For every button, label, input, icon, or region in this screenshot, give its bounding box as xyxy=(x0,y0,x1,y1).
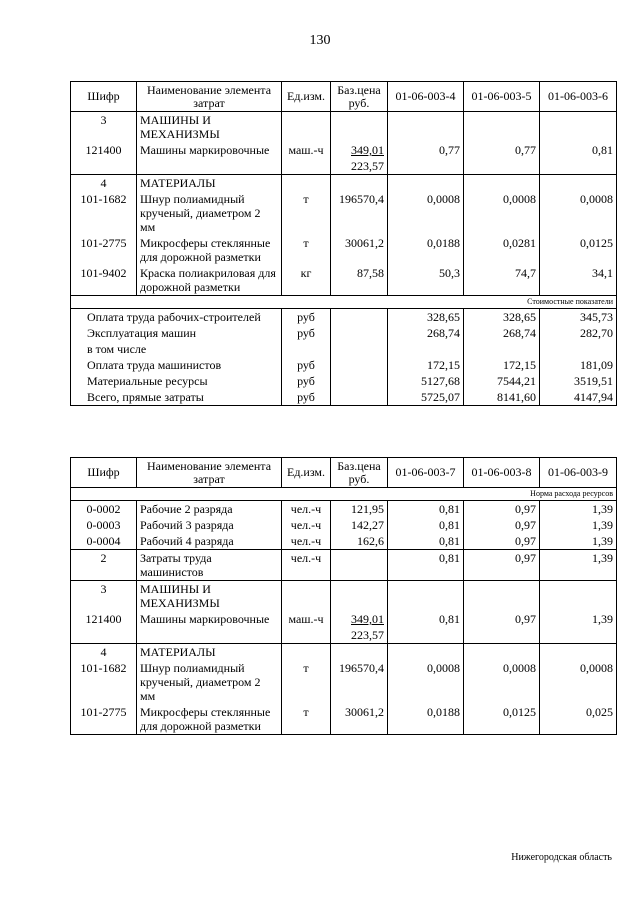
table-row xyxy=(71,191,617,235)
table-row xyxy=(71,501,617,518)
cost-name: Оплата труда рабочих-строителей xyxy=(71,309,282,326)
row-value: 0,0008 xyxy=(388,660,464,704)
cost-name: в том числе xyxy=(71,341,282,357)
row-value: 0,0008 xyxy=(388,191,464,235)
section-title: МАТЕРИАЛЫ xyxy=(137,644,282,661)
estimate-table-1 xyxy=(70,81,617,406)
row-price-secondary: 223,57 xyxy=(331,158,388,175)
row-value: 0,81 xyxy=(388,533,464,550)
table-row xyxy=(71,704,617,735)
header-col-1: 01-06-003-4 xyxy=(388,82,464,112)
footer-region: Нижегородская область xyxy=(511,852,612,863)
estimate-table-2 xyxy=(70,457,617,735)
header-code: Шифр xyxy=(71,458,137,488)
row-code: 121400 xyxy=(71,611,137,627)
row-value: 74,7 xyxy=(464,265,540,296)
header-name: Наименование элемента затрат xyxy=(137,82,282,112)
cost-row xyxy=(71,357,617,373)
row-price: 142,27 xyxy=(331,517,388,533)
row-value: 0,77 xyxy=(388,142,464,158)
row-value: 0,0125 xyxy=(540,235,617,265)
row-price: 121,95 xyxy=(331,501,388,518)
row-name: Микросферы стеклянные для дорожной разметки xyxy=(137,704,282,735)
row-name: Микросферы стеклянные для дорожной разметки xyxy=(137,235,282,265)
row-value: 0,025 xyxy=(540,704,617,735)
page-number: 130 xyxy=(309,33,331,48)
cost-value: 5725,07 xyxy=(388,389,464,406)
row-value: 0,0125 xyxy=(464,704,540,735)
cost-value: 8141,60 xyxy=(464,389,540,406)
table-row xyxy=(71,611,617,627)
section-row-materials xyxy=(71,175,617,192)
row-code: 2 xyxy=(71,550,137,581)
row-code: 101-1682 xyxy=(71,660,137,704)
row-unit: чел.-ч xyxy=(282,550,331,581)
header-col-3: 01-06-003-6 xyxy=(540,82,617,112)
row-code: 101-2775 xyxy=(71,704,137,735)
header-unit: Ед.изм. xyxy=(282,458,331,488)
header-unit: Ед.изм. xyxy=(282,82,331,112)
row-price: 87,58 xyxy=(331,265,388,296)
row-unit: маш.-ч xyxy=(282,611,331,627)
row-unit: чел.-ч xyxy=(282,501,331,518)
cost-name: Материальные ресурсы xyxy=(71,373,282,389)
cost-indicators-header: Стоимостные показатели xyxy=(71,296,617,309)
cost-name: Оплата труда машинистов xyxy=(71,357,282,373)
row-unit: т xyxy=(282,235,331,265)
cost-value: 172,15 xyxy=(464,357,540,373)
row-unit: чел.-ч xyxy=(282,533,331,550)
header-name: Наименование элемента затрат xyxy=(137,458,282,488)
table-row xyxy=(71,265,617,296)
cost-value: 345,73 xyxy=(540,309,617,326)
row-unit: т xyxy=(282,660,331,704)
row-price: 30061,2 xyxy=(331,704,388,735)
cost-unit: руб xyxy=(282,325,331,341)
row-value: 1,39 xyxy=(540,501,617,518)
section-row-materials xyxy=(71,644,617,661)
row-price: 196570,4 xyxy=(331,660,388,704)
norm-header: Норма расхода ресурсов xyxy=(71,488,617,501)
row-value: 0,0008 xyxy=(464,191,540,235)
cost-value: 328,65 xyxy=(464,309,540,326)
header-price: Баз.цена руб. xyxy=(331,82,388,112)
row-name: Рабочие 2 разряда xyxy=(137,501,282,518)
row-value: 0,81 xyxy=(388,550,464,581)
cost-row xyxy=(71,309,617,326)
row-code: 101-9402 xyxy=(71,265,137,296)
table-row xyxy=(71,235,617,265)
cost-value: 268,74 xyxy=(464,325,540,341)
row-unit: кг xyxy=(282,265,331,296)
row-code: 121400 xyxy=(71,142,137,158)
row-price: 30061,2 xyxy=(331,235,388,265)
row-value: 50,3 xyxy=(388,265,464,296)
cost-value: 7544,21 xyxy=(464,373,540,389)
row-price xyxy=(331,611,388,627)
row-value: 1,39 xyxy=(540,550,617,581)
table-row xyxy=(71,158,617,175)
row-value: 1,39 xyxy=(540,533,617,550)
row-name: Машины маркировочные xyxy=(137,142,282,158)
section-title: МАШИНЫ И МЕХАНИЗМЫ xyxy=(137,112,282,143)
section-number: 3 xyxy=(71,112,137,143)
section-number: 4 xyxy=(71,644,137,661)
header-col-2: 01-06-003-8 xyxy=(464,458,540,488)
row-value: 0,0008 xyxy=(540,660,617,704)
row-name: Рабочий 3 разряда xyxy=(137,517,282,533)
cost-name: Эксплуатация машин xyxy=(71,325,282,341)
row-value: 0,97 xyxy=(464,550,540,581)
section-title: МАТЕРИАЛЫ xyxy=(137,175,282,192)
cost-value: 282,70 xyxy=(540,325,617,341)
cost-row xyxy=(71,341,617,357)
row-unit: маш.-ч xyxy=(282,142,331,158)
row-value: 1,39 xyxy=(540,517,617,533)
row-code: 0-0003 xyxy=(71,517,137,533)
cost-value: 172,15 xyxy=(388,357,464,373)
table-row xyxy=(71,660,617,704)
row-code: 101-2775 xyxy=(71,235,137,265)
table-header-row xyxy=(71,458,617,488)
table-header-row xyxy=(71,82,617,112)
row-value: 0,81 xyxy=(388,501,464,518)
section-title: МАШИНЫ И МЕХАНИЗМЫ xyxy=(137,581,282,612)
cost-unit: руб xyxy=(282,389,331,406)
row-unit: чел.-ч xyxy=(282,517,331,533)
row-price xyxy=(331,142,388,158)
price-value: 349,01 xyxy=(351,143,384,157)
cost-value: 4147,94 xyxy=(540,389,617,406)
row-unit: т xyxy=(282,191,331,235)
row-price: 162,6 xyxy=(331,533,388,550)
norm-header-row xyxy=(71,488,617,501)
cost-unit: руб xyxy=(282,309,331,326)
header-price: Баз.цена руб. xyxy=(331,458,388,488)
row-value: 0,81 xyxy=(388,611,464,627)
header-col-1: 01-06-003-7 xyxy=(388,458,464,488)
cost-row xyxy=(71,325,617,341)
row-unit: т xyxy=(282,704,331,735)
row-value: 0,97 xyxy=(464,611,540,627)
table-row xyxy=(71,627,617,644)
table-row xyxy=(71,142,617,158)
row-value: 0,0188 xyxy=(388,704,464,735)
row-value: 0,0188 xyxy=(388,235,464,265)
row-name: Затраты труда машинистов xyxy=(137,550,282,581)
table-row xyxy=(71,550,617,581)
row-name: Рабочий 4 разряда xyxy=(137,533,282,550)
cost-value: 181,09 xyxy=(540,357,617,373)
section-number: 4 xyxy=(71,175,137,192)
row-value: 0,97 xyxy=(464,517,540,533)
row-value: 34,1 xyxy=(540,265,617,296)
row-code: 101-1682 xyxy=(71,191,137,235)
row-value: 0,81 xyxy=(540,142,617,158)
cost-row xyxy=(71,389,617,406)
section-row-machines xyxy=(71,581,617,612)
cost-indicators-header-row xyxy=(71,296,617,309)
row-value: 0,0008 xyxy=(540,191,617,235)
section-row-machines xyxy=(71,112,617,143)
row-price-secondary: 223,57 xyxy=(331,627,388,644)
row-value: 0,97 xyxy=(464,501,540,518)
cost-value: 328,65 xyxy=(388,309,464,326)
table-row xyxy=(71,517,617,533)
row-value: 0,0281 xyxy=(464,235,540,265)
row-name: Шнур полиамидный крученый, диаметром 2 мм xyxy=(137,660,282,704)
cost-name: Всего, прямые затраты xyxy=(71,389,282,406)
header-code: Шифр xyxy=(71,82,137,112)
row-value: 0,97 xyxy=(464,533,540,550)
row-code: 0-0002 xyxy=(71,501,137,518)
row-name: Краска полиакриловая для дорожной разметки xyxy=(137,265,282,296)
row-value: 1,39 xyxy=(540,611,617,627)
cost-unit: руб xyxy=(282,357,331,373)
row-value: 0,81 xyxy=(388,517,464,533)
cost-unit: руб xyxy=(282,373,331,389)
cost-value: 3519,51 xyxy=(540,373,617,389)
row-name: Шнур полиамидный крученый, диаметром 2 мм xyxy=(137,191,282,235)
row-value: 0,77 xyxy=(464,142,540,158)
cost-value: 5127,68 xyxy=(388,373,464,389)
table-row xyxy=(71,533,617,550)
header-col-2: 01-06-003-5 xyxy=(464,82,540,112)
row-price: 196570,4 xyxy=(331,191,388,235)
section-number: 3 xyxy=(71,581,137,612)
price-value: 349,01 xyxy=(351,612,384,626)
header-col-3: 01-06-003-9 xyxy=(540,458,617,488)
row-value: 0,0008 xyxy=(464,660,540,704)
cost-value: 268,74 xyxy=(388,325,464,341)
cost-row xyxy=(71,373,617,389)
row-code: 0-0004 xyxy=(71,533,137,550)
row-name: Машины маркировочные xyxy=(137,611,282,627)
